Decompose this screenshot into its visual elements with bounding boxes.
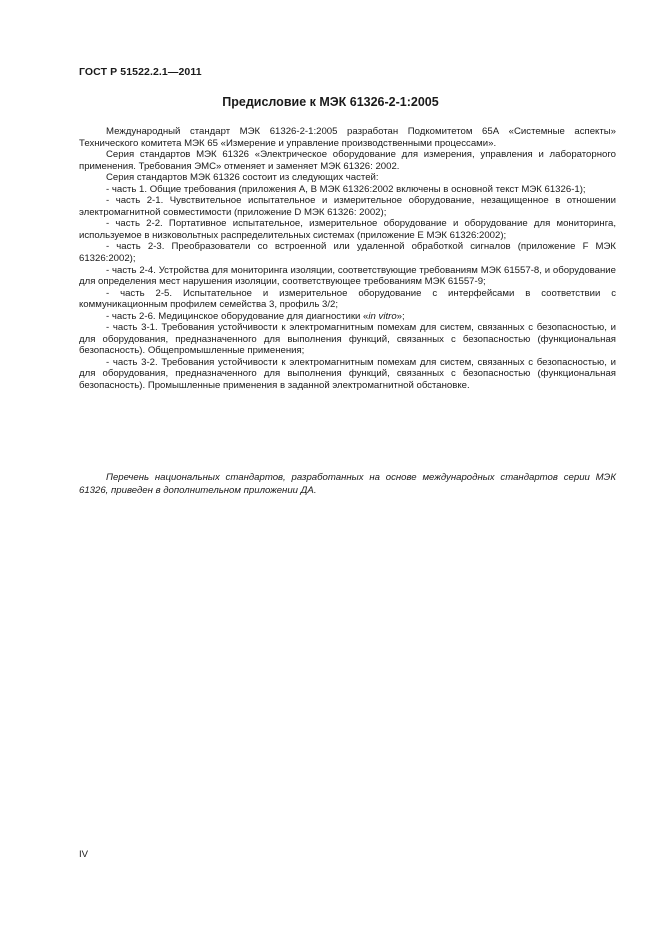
page-title: Предисловие к МЭК 61326-2-1:2005: [222, 95, 439, 109]
list-item: - часть 2-6. Медицинское оборудование для диагностики «in vitro»;: [106, 310, 405, 322]
note-text: Перечень национальных стандартов, разработанных на основе международных стандартов серии МЭК 61326, приведен в дополнительном приложении ДА.: [79, 472, 616, 496]
list-item: - часть 2-5. Испытательное и измерительное оборудование с интерфейсами в соответствии с коммуникационным профилем семейства 3, профиль 3/2;: [79, 287, 616, 311]
list-item: - часть 2-4. Устройства для мониторинга изоляции, соответствующие требованиям МЭК 61557-8, и оборудование для определения мест нарушения изоляции, соответствующее требованиям МЭК 61557-9;: [79, 264, 616, 288]
list-item: - часть 2-1. Чувствительное испытательное и измерительное оборудование, незащищенное в отношении электромагнитной совместимости (приложение D МЭК 61326: 2002);: [79, 195, 616, 218]
foreword-body: [79, 126, 616, 392]
list-item: - часть 2-2. Портативное испытательное, измерительное оборудование и оборудование для мониторинга, используемое в низковольтных распределительных системах (приложение Е МЭК 61326:2002);: [79, 218, 616, 241]
list-item: - часть 3-2. Требования устойчивости к электромагнитным помехам для систем, связанных с безопасностью, и для оборудования, предназначенного для выполнения функций, связанных с безопасностью (функциональная безопасность). Промышленные применения в заданной электромагнитной обстановке.: [79, 356, 616, 392]
page-number: IV: [79, 849, 89, 860]
paragraph: Международный стандарт МЭК 61326-2-1:2005 разработан Подкомитетом 65А «Системные аспекты» Технического комитета МЭК 65 «Измерение и управление производственными процессами».: [79, 126, 616, 149]
national-standards-note: [79, 472, 616, 497]
list-item: - часть 2-3. Преобразователи со встроенной или удаленной обработкой сигналов (приложение F МЭК 61326:2002);: [79, 241, 616, 265]
list-item: - часть 3-1. Требования устойчивости к электромагнитным помехам для систем, связанных с безопасностью, и для оборудования, предназначенного для выполнения функций, связанных с безопасностью (функциональная безопасность). Общепромышленные применения;: [79, 322, 616, 357]
paragraph: Серия стандартов МЭК 61326 «Электрическое оборудование для измерения, управления и лабораторного применения. Требования ЭМС» отменяет и заменяет МЭК 61326: 2002.: [79, 149, 616, 172]
document-code: ГОСТ Р 51522.2.1—2011: [79, 66, 202, 78]
paragraph: Серия стандартов МЭК 61326 состоит из следующих частей:: [106, 172, 379, 184]
list-item: - часть 1. Общие требования (приложения А, В МЭК 61326:2002 включены в основной текст МЭК 61326-1);: [106, 183, 586, 195]
